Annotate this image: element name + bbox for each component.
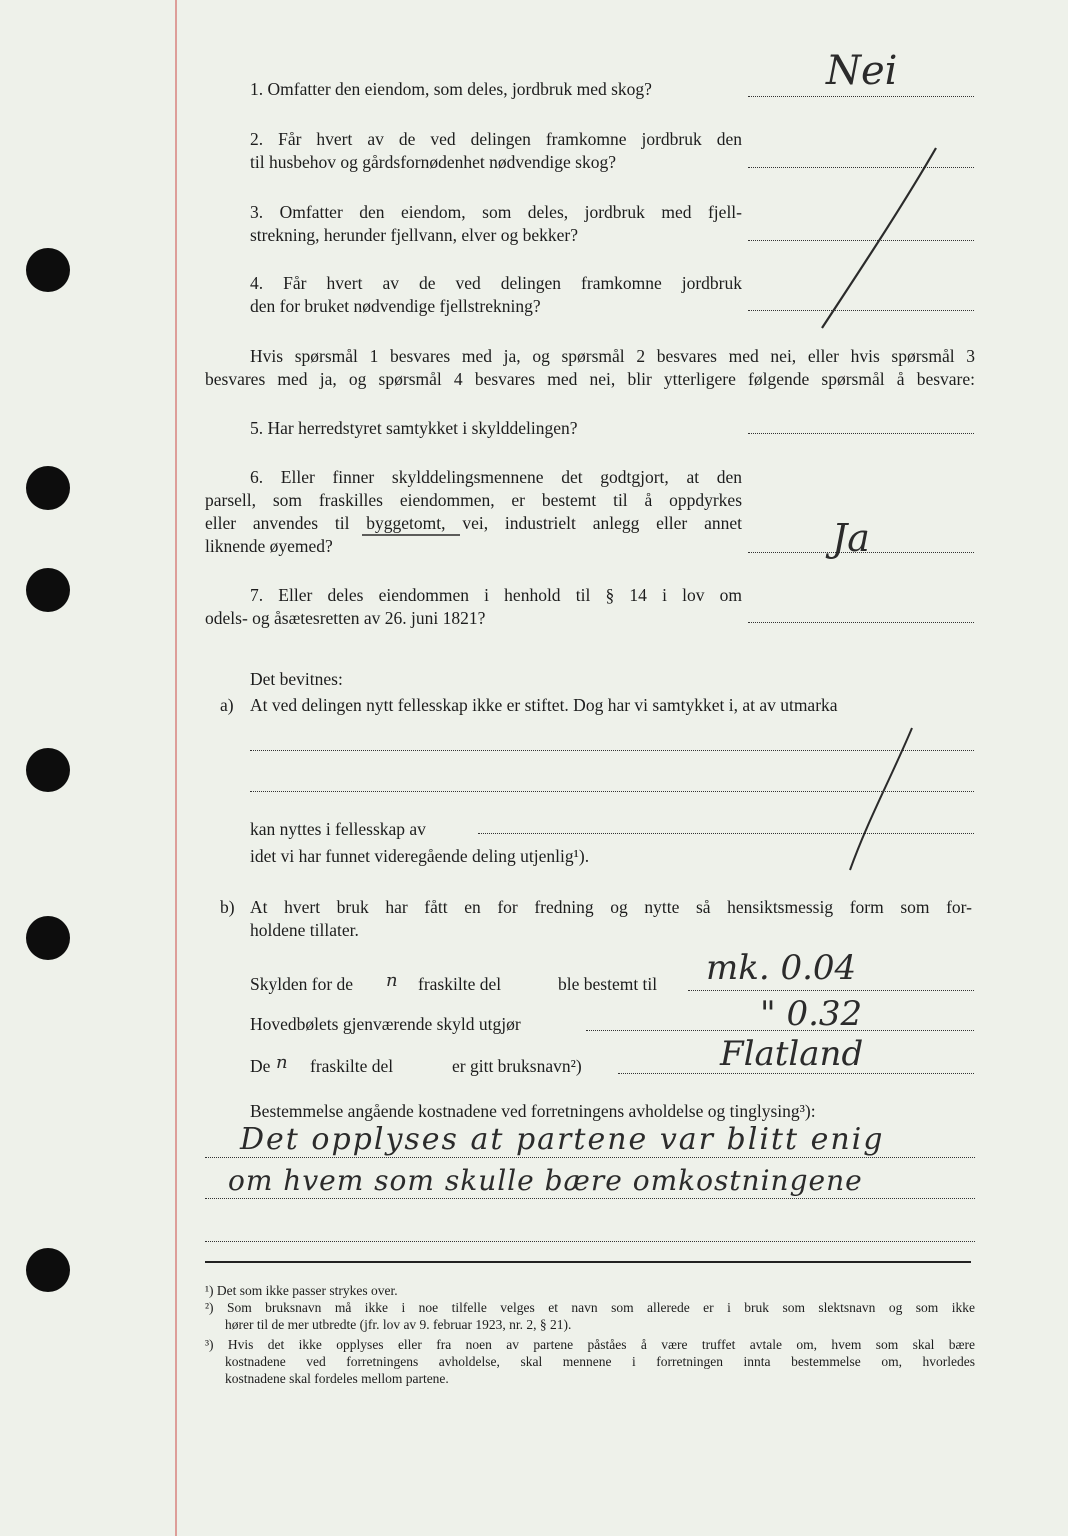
skyld-row-1-a: Skylden for de <box>250 974 354 994</box>
answer-line-3 <box>748 240 974 241</box>
question-3-line: strekning, herunder fjellvann, elver og bekker? <box>250 225 578 245</box>
fellesskap-line <box>478 833 974 834</box>
skyld-row-2-label: Hovedbølets gjenværende skyld utgjør <box>250 1014 521 1034</box>
footnote-line: ³) Hvis det ikke opplyses eller fra noen av partene påståes å være truffet avtale om, hvem som skal bære <box>205 1337 975 1352</box>
skyld-row-1-handwritten-n: n <box>386 970 398 991</box>
footnote-rule <box>205 1261 971 1263</box>
kostnader-label: Bestemmelse angående kostnadene ved forretningens avholdelse og tinglysing³): <box>250 1101 816 1121</box>
kostnader-line-3 <box>205 1241 975 1242</box>
kostnader-line-1 <box>205 1157 975 1158</box>
kostnader-handwritten-line-1: Det opplyses at partene var blitt enig <box>240 1122 885 1157</box>
question-6-line: parsell, som fraskilles eiendommen, er bestemt til å oppdyrkes <box>205 490 742 510</box>
punch-hole <box>26 568 70 612</box>
footnote-line: kostnadene skal fordeles mellom partene. <box>225 1371 449 1386</box>
question-2-line: til husbehov og gårdsfornødenhet nødvendige skog? <box>250 152 616 172</box>
skyld-row-3-a: De <box>250 1056 271 1076</box>
bruksnavn-handwritten: Flatland <box>720 1034 864 1074</box>
question-1-line: 1. Omfatter den eiendom, som deles, jordbruk med skog? <box>250 79 652 99</box>
question-7-line: 7. Eller deles eiendommen i henhold til § 14 i lov om <box>250 585 742 605</box>
question-7 <box>205 584 742 630</box>
condition-line: besvares med ja, og spørsmål 4 besvares med nei, blir ytterligere følgende spørsmål å besvare: <box>205 369 975 389</box>
kostnader-line-2 <box>205 1198 975 1199</box>
item-a-fellesskap: kan nyttes i fellesskap av <box>250 819 426 839</box>
question-4-line: 4. Får hvert av de ved delingen framkomne jordbruk <box>250 273 742 293</box>
skyld-row-3-handwritten-n: n <box>276 1052 288 1073</box>
answer-line-5 <box>748 433 974 434</box>
punch-hole <box>26 248 70 292</box>
question-5 <box>250 417 750 440</box>
utmark-line-2 <box>250 791 974 792</box>
answer-line-4 <box>748 310 974 311</box>
question-6 <box>205 466 742 558</box>
dash-mark-q2-q4 <box>822 148 936 328</box>
question-7-line: odels- og åsætesretten av 26. juni 1821? <box>205 608 486 628</box>
question-5-line: 5. Har herredstyret samtykket i skylddelingen? <box>250 418 578 438</box>
question-2 <box>250 128 742 174</box>
punch-hole <box>26 466 70 510</box>
answer-line-1 <box>748 96 974 97</box>
answer-line-2 <box>748 167 974 168</box>
condition-line: Hvis spørsmål 1 besvares med ja, og spørsmål 2 besvares med nei, eller hvis spørsmål 3 <box>250 346 975 366</box>
item-b-label: b) <box>220 897 235 917</box>
skyld-row-3-c: er gitt bruksnavn²) <box>452 1056 582 1076</box>
question-3 <box>250 201 742 247</box>
footnote-line: kostnadene ved forretningens avholdelse, skal mennene i forretningen innta bestemmelse om, hvorledes <box>225 1354 975 1369</box>
skyld-row-3-b: fraskilte del <box>310 1056 394 1076</box>
item-b-line: At hvert bruk har fått en for fredning og nytte så hensiktsmessig form som for- <box>250 897 972 917</box>
punch-hole <box>26 1248 70 1292</box>
question-6-line: 6. Eller finner skylddelingsmennene det godtgjort, at den <box>250 467 742 487</box>
footnote-line: ²) Som bruksnavn må ikke i noe tilfelle velges et navn som allerede er i bruk som slektsnavn og som ikke <box>205 1300 975 1315</box>
footnote-2 <box>205 1299 975 1333</box>
answer-6-handwritten: Ja <box>832 516 870 560</box>
skyld-row-1-c: ble bestemt til <box>558 974 658 994</box>
bevitnes-heading: Det bevitnes: <box>250 669 343 689</box>
skyld-value-handwritten: mk. 0.04 <box>706 948 857 988</box>
question-1 <box>250 78 750 101</box>
footnote-line: ¹) Det som ikke passer strykes over. <box>205 1283 398 1298</box>
item-a-label: a) <box>220 695 234 715</box>
answer-line-7 <box>748 622 974 623</box>
answer-1-handwritten: Nei <box>826 48 898 94</box>
footnote-line: hører til de mer utbredte (jfr. lov av 9. februar 1923, nr. 2, § 21). <box>225 1317 572 1332</box>
question-6-line: liknende øyemed? <box>205 536 333 556</box>
punch-hole <box>26 748 70 792</box>
question-2-line: 2. Får hvert av de ved delingen framkomne jordbruk den <box>250 129 742 149</box>
item-a-line: At ved delingen nytt fellesskap ikke er stiftet. Dog har vi samtykket i, at av utmarka <box>250 695 838 715</box>
condition-paragraph <box>205 345 975 391</box>
item-b-line: holdene tillater. <box>250 920 359 940</box>
question-3-line: 3. Omfatter den eiendom, som deles, jordbruk med fjell- <box>250 202 742 222</box>
kostnader-handwritten-line-2: om hvem som skulle bære omkostningene <box>228 1164 863 1197</box>
question-6-line: eller anvendes til byggetomt, vei, industrielt anlegg eller annet <box>205 513 742 533</box>
utmark-line-1 <box>250 750 974 751</box>
footnote-3 <box>205 1336 975 1387</box>
item-a-text <box>250 694 972 717</box>
footnote-1 <box>205 1282 975 1299</box>
question-4-line: den for bruket nødvendige fjellstrekning? <box>250 296 541 316</box>
item-b-text <box>250 896 972 942</box>
hovedbol-value-handwritten: " 0.32 <box>760 994 863 1034</box>
skyld-row-1-line <box>688 990 974 991</box>
question-4 <box>250 272 742 318</box>
skyld-row-1-b: fraskilte del <box>418 974 502 994</box>
punch-hole <box>26 916 70 960</box>
item-a-utjenlig: idet vi har funnet videregående deling utjenlig¹). <box>250 846 590 866</box>
margin-line <box>175 0 177 1536</box>
